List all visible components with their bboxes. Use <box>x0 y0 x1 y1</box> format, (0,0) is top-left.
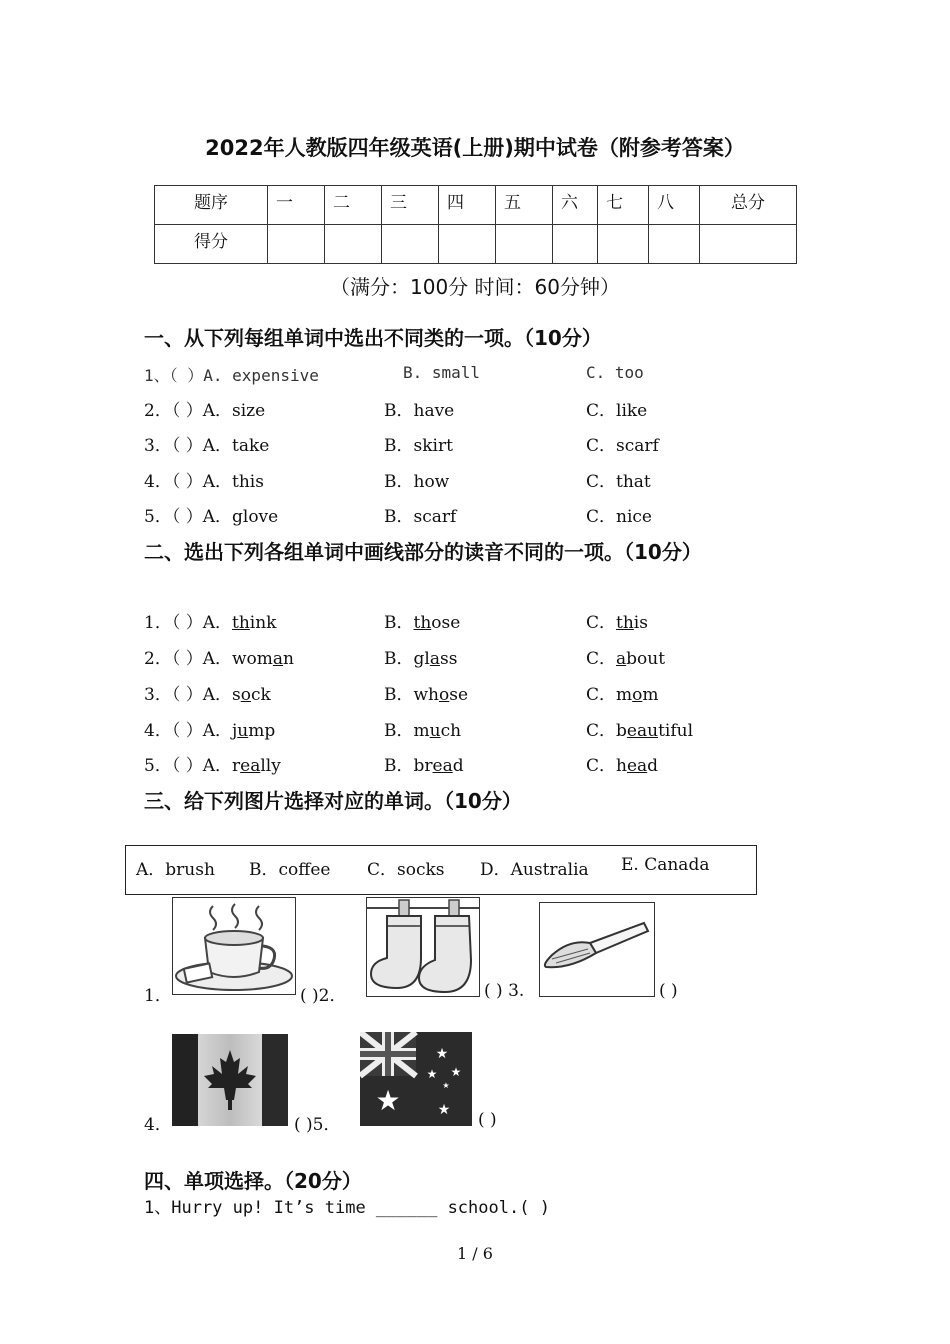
option-prefix: 2．（ ）A． <box>144 649 232 669</box>
s2-q1-b <box>384 608 460 633</box>
underlined-letters: ea <box>626 756 648 776</box>
option-prefix: C． <box>586 649 617 669</box>
score-cell: 总分 <box>700 186 797 225</box>
underlined-letters: eau <box>626 721 659 741</box>
underlined-letters: u <box>237 721 249 741</box>
s1-q5-b: B．scarf <box>384 507 457 527</box>
underlined-letters: o <box>240 685 251 705</box>
coffee-cup-image <box>172 897 296 995</box>
option-prefix: B． <box>384 613 414 633</box>
word-part: wh <box>413 685 439 705</box>
s2-q5-a <box>144 751 281 776</box>
score-label: 得分 <box>155 225 268 264</box>
s1-q1-b: B. small <box>403 363 481 382</box>
word-part: br <box>413 756 433 776</box>
option-australia: D．Australia <box>480 860 589 880</box>
word-part: m <box>642 685 659 705</box>
word-part: mp <box>248 721 276 741</box>
option-prefix: C． <box>586 721 617 741</box>
option-prefix: B． <box>384 649 414 669</box>
word-part: ss <box>439 649 458 669</box>
word-part: ink <box>249 613 277 633</box>
word-part: s <box>232 685 241 705</box>
underlined-letters: u <box>429 721 441 741</box>
underlined-letters: th <box>232 613 250 633</box>
section1-heading: 一、从下列每组单词中选出不同类的一项。（10分） <box>144 326 602 350</box>
word-part: ck <box>250 685 271 705</box>
s2-q2-a <box>144 644 294 669</box>
pic4-label: 4． <box>144 1115 172 1135</box>
s2-q3-c <box>586 680 659 705</box>
word-part: is <box>633 613 648 633</box>
svg-text:★: ★ <box>426 1067 438 1081</box>
s2-q5-b <box>384 751 464 776</box>
word-part: lly <box>260 756 281 776</box>
score-cell: 七 <box>598 186 649 225</box>
page-title: 2022年人教版四年级英语(上册)期中试卷（附参考答案） <box>205 136 745 160</box>
option-prefix: 3．（ ）A． <box>144 685 232 705</box>
option-prefix: C． <box>586 613 617 633</box>
svg-text:★: ★ <box>375 1084 401 1117</box>
score-input-cell[interactable] <box>496 225 553 264</box>
score-input-cell[interactable] <box>268 225 325 264</box>
s2-q1-a <box>144 608 276 633</box>
section2-heading: 二、选出下列各组单词中画线部分的读音不同的一项。（10分） <box>144 540 702 564</box>
score-input-cell[interactable] <box>700 225 797 264</box>
page-number: 1 / 6 <box>457 1244 493 1263</box>
score-input-cell[interactable] <box>553 225 598 264</box>
s2-q3-a <box>144 680 271 705</box>
word-part: se <box>449 685 469 705</box>
s1-q2-a: 2．（ ）A．size <box>144 401 266 421</box>
underlined-letters: ea <box>240 756 261 776</box>
s1-q3-b: B．skirt <box>384 436 453 456</box>
underlined-letters: o <box>632 685 643 705</box>
underlined-letters: a <box>429 649 440 669</box>
underlined-letters: o <box>439 685 450 705</box>
s2-q3-b <box>384 680 468 705</box>
word-part: ose <box>431 613 461 633</box>
section3-heading: 三、给下列图片选择对应的单词。（10分） <box>144 789 522 813</box>
s1-q4-a: 4．（ ）A．this <box>144 472 264 492</box>
s1-q3-c: C．scarf <box>586 436 659 456</box>
score-cell: 五 <box>496 186 553 225</box>
s4-q1: 1、Hurry up! It’s time ______ school.( ) <box>144 1198 550 1218</box>
s1-q3-a: 3．（ ）A．take <box>144 436 270 456</box>
s1-q1-c: C. too <box>586 363 644 382</box>
score-cell: 四 <box>439 186 496 225</box>
word-options-box <box>125 845 757 895</box>
s1-q4-b: B．how <box>384 472 450 492</box>
option-prefix: 5．（ ）A． <box>144 756 232 776</box>
svg-text:★: ★ <box>450 1065 462 1079</box>
score-cell: 三 <box>382 186 439 225</box>
section4-heading: 四、单项选择。（20分） <box>144 1169 362 1193</box>
word-part: n <box>283 649 294 669</box>
word-part: wom <box>232 649 273 669</box>
score-cell: 一 <box>268 186 325 225</box>
word-part: tiful <box>658 721 694 741</box>
exam-meta: （满分：100分 时间：60分钟） <box>330 275 620 299</box>
underlined-letters: th <box>413 613 432 633</box>
score-table <box>154 185 797 264</box>
svg-text:★: ★ <box>435 1046 449 1062</box>
word-part: h <box>616 756 627 776</box>
canada-flag-image <box>172 1034 288 1126</box>
option-prefix: 4．（ ）A． <box>144 721 232 741</box>
word-part: bout <box>626 649 666 669</box>
word-part: j <box>232 721 238 741</box>
score-table-score-row <box>155 225 797 264</box>
s1-q5-c: C．nice <box>586 507 652 527</box>
underlined-letters: ea <box>432 756 453 776</box>
score-cell: 二 <box>325 186 382 225</box>
score-input-cell[interactable] <box>439 225 496 264</box>
option-brush: A．brush <box>136 860 215 880</box>
option-socks: C．socks <box>367 860 445 880</box>
option-coffee: B．coffee <box>249 860 331 880</box>
underlined-letters: a <box>272 649 284 669</box>
score-table-header-row <box>155 186 797 225</box>
option-prefix: 1．（ ）A． <box>144 613 232 633</box>
word-part: ch <box>440 721 462 741</box>
s2-q2-b <box>384 644 457 669</box>
option-prefix: B． <box>384 721 414 741</box>
pic1-answer-blank[interactable]: ( )2． <box>300 986 347 1006</box>
option-canada: E. Canada <box>621 855 710 875</box>
svg-text:★: ★ <box>437 1102 451 1118</box>
underlined-letters: a <box>616 649 627 669</box>
brush-image <box>539 902 655 997</box>
word-part: gl <box>413 649 430 669</box>
option-prefix: C． <box>586 756 617 776</box>
pic5-answer-blank[interactable]: ( ) <box>478 1110 497 1130</box>
svg-text:★: ★ <box>442 1081 450 1090</box>
score-input-cell[interactable] <box>325 225 382 264</box>
s2-q2-c <box>586 644 665 669</box>
pic1-label: 1． <box>144 986 172 1006</box>
word-part: d <box>452 756 464 776</box>
s1-q4-c: C．that <box>586 472 651 492</box>
word-part: b <box>616 721 627 741</box>
score-input-cell[interactable] <box>598 225 649 264</box>
option-prefix: B． <box>384 685 414 705</box>
option-prefix: B． <box>384 756 414 776</box>
s1-q1-a: 1、（ ）A. expensive <box>144 366 319 385</box>
s2-q4-b <box>384 716 461 741</box>
score-input-cell[interactable] <box>649 225 700 264</box>
s1-q5-a: 5．（ ）A．glove <box>144 507 279 527</box>
score-cell: 八 <box>649 186 700 225</box>
word-part: d <box>647 756 659 776</box>
option-prefix: C． <box>586 685 617 705</box>
word-part: r <box>232 756 241 776</box>
pic3-answer-blank[interactable]: ( ) <box>659 981 678 1001</box>
s2-q4-a <box>144 716 275 741</box>
score-cell: 六 <box>553 186 598 225</box>
underlined-letters: th <box>616 613 634 633</box>
australia-flag-image <box>360 1032 472 1126</box>
word-part: m <box>413 721 430 741</box>
word-part: m <box>616 685 633 705</box>
s2-q1-c <box>586 608 648 633</box>
socks-image <box>366 897 480 997</box>
s2-q5-c <box>586 751 658 776</box>
pic2-answer-blank[interactable]: ( ) 3. <box>484 981 525 1001</box>
pic4-answer-blank[interactable]: ( )5． <box>294 1115 341 1135</box>
s1-q2-b: B．have <box>384 401 455 421</box>
s2-q4-c <box>586 716 693 741</box>
score-cell: 题序 <box>155 186 268 225</box>
s1-q2-c: C．like <box>586 401 648 421</box>
score-input-cell[interactable] <box>382 225 439 264</box>
